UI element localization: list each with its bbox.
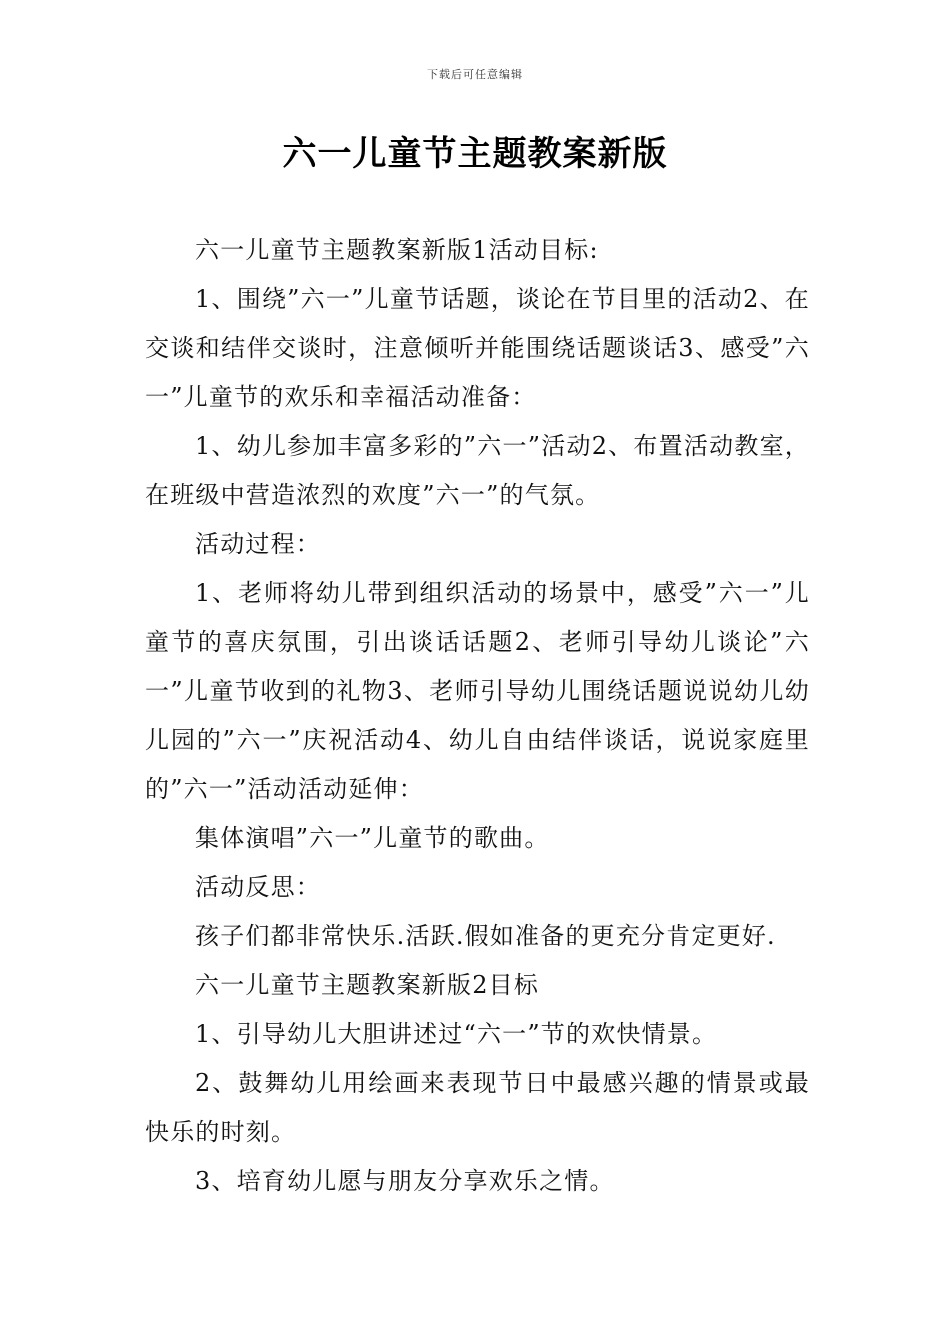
paragraph: 2、鼓舞幼儿用绘画来表现节日中最感兴趣的情景或最快乐的时刻。: [145, 1069, 810, 1146]
paragraph: 3、培育幼儿愿与朋友分享欢乐之情。: [195, 1167, 615, 1195]
paragraph: 1、老师将幼儿带到组织活动的场景中，感受”六一”儿童节的喜庆氛围，引出谈话话题2、老师引导幼儿谈论”六一”儿童节收到的礼物3、老师引导幼儿围绕话题说说幼儿幼儿园的”六一”庆祝活动4、幼儿自由结伴谈话，说说家庭里的”六一”活动活动延伸：: [145, 579, 810, 803]
paragraph: 1、幼儿参加丰富多彩的”六一”活动2、布置活动教室，在班级中营造浓烈的欢度”六一”的气氛。: [145, 432, 810, 509]
paragraph: 活动过程：: [195, 530, 321, 558]
page-title: 六一儿童节主题教案新版: [282, 134, 668, 174]
paragraph: 活动反思：: [195, 873, 321, 901]
paragraph: 1、围绕”六一”儿童节话题，谈论在节目里的活动2、在交谈和结伴交谈时，注意倾听并能围绕话题谈话3、感受”六一”儿童节的欢乐和幸福活动准备：: [145, 285, 810, 411]
paragraph: 孩子们都非常快乐.活跃.假如准备的更充分肯定更好.: [195, 922, 776, 950]
document-body: [145, 226, 810, 1206]
paragraph: 1、引导幼儿大胆讲述过“六一”节的欢快情景。: [195, 1020, 718, 1048]
header-note: 下载后可任意编辑: [427, 68, 523, 81]
paragraph: 六一儿童节主题教案新版1活动目标:: [195, 236, 599, 264]
paragraph: 集体演唱”六一”儿童节的歌曲。: [195, 824, 550, 852]
paragraph: 六一儿童节主题教案新版2目标: [195, 971, 540, 999]
